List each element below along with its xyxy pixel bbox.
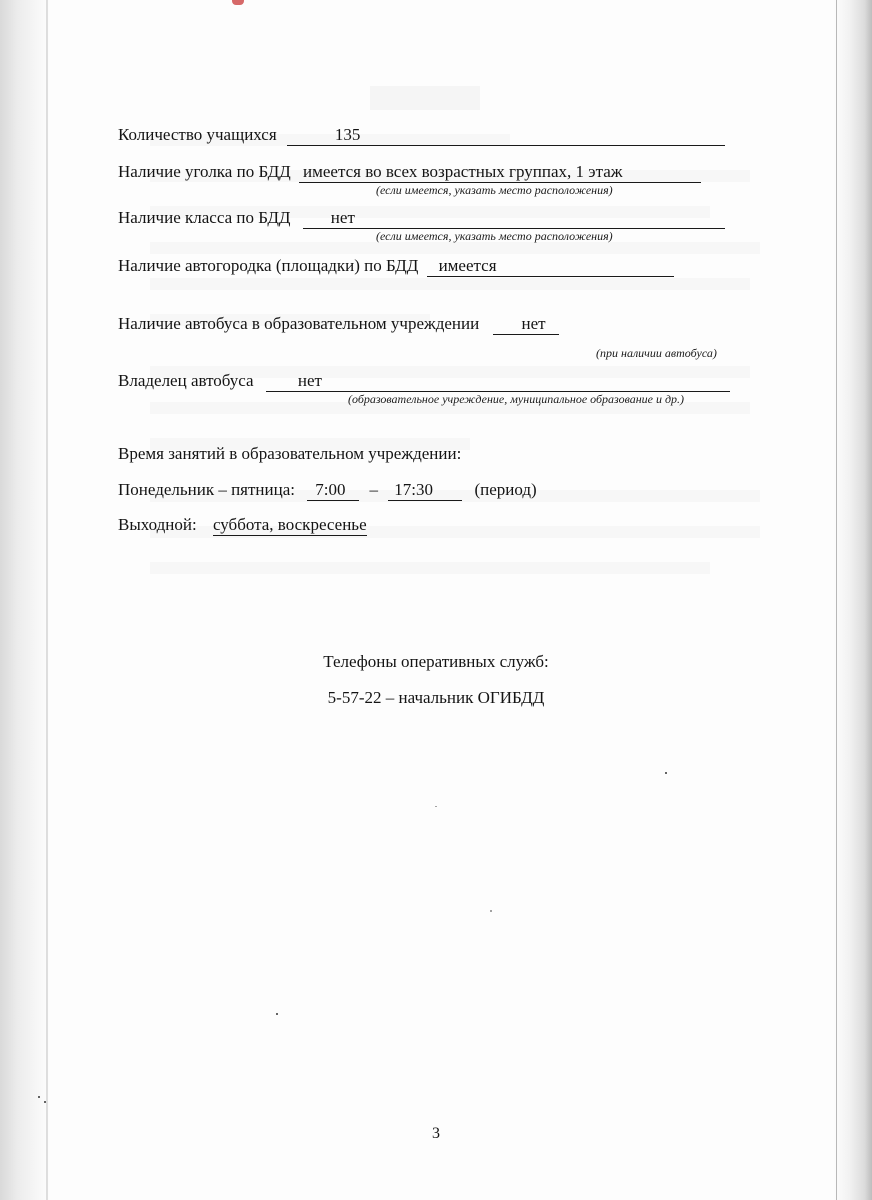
students-value: 135 <box>287 126 725 146</box>
bus-value: нет <box>493 315 559 335</box>
scan-speck <box>435 806 437 807</box>
schedule-title: Время занятий в образовательном учреждении: <box>118 444 462 463</box>
bdd-class-row <box>118 208 725 229</box>
students-label: Количество учащихся <box>118 125 277 144</box>
time-dash: – <box>369 480 378 499</box>
binding-edge <box>46 0 48 1200</box>
page-edge-line <box>836 0 837 1200</box>
bus-owner-value: нет <box>266 372 730 392</box>
page-edge-shadow <box>834 0 872 1200</box>
autotown-value: имеется <box>427 257 674 277</box>
bus-label: Наличие автобуса в образовательном учреждении <box>118 314 480 333</box>
scan-speck <box>276 1013 278 1015</box>
bdd-corner-value: имеется во всех возрастных группах, 1 этаж <box>299 163 701 183</box>
bus-row <box>118 314 559 335</box>
dayoff-label: Выходной: <box>118 515 197 534</box>
bdd-class-value: нет <box>303 209 725 229</box>
bus-owner-hint: (образовательное учреждение, муниципальное образование и др.) <box>348 392 685 406</box>
start-time: 7:00 <box>307 481 359 501</box>
scan-speck <box>44 1101 46 1103</box>
students-row <box>118 125 725 146</box>
bdd-corner-hint: (если имеется, указать место расположения) <box>376 183 613 197</box>
dayoff-row <box>118 515 367 536</box>
bus-hint: (при наличии автобуса) <box>596 346 717 360</box>
bus-owner-label: Владелец автобуса <box>118 371 254 390</box>
bus-owner-row <box>118 371 730 392</box>
dayoff-value: суббота, воскресенье <box>212 515 367 534</box>
weekday-label: Понедельник – пятница: <box>118 480 295 499</box>
autotown-row <box>118 256 674 277</box>
end-time: 17:30 <box>388 481 462 501</box>
weekday-row <box>118 480 537 501</box>
scan-speck <box>38 1096 40 1098</box>
phones-entry: 5-57-22 – начальник ОГИБДД <box>327 688 545 707</box>
bdd-corner-label: Наличие уголка по БДД <box>118 162 291 181</box>
autotown-label: Наличие автогородка (площадки) по БДД <box>118 256 419 275</box>
scan-speck <box>665 772 667 774</box>
ink-mark <box>232 0 244 5</box>
bdd-class-hint: (если имеется, указать место расположения) <box>376 229 613 243</box>
period-note: (период) <box>474 480 537 499</box>
phones-title: Телефоны оперативных служб: <box>323 652 549 671</box>
bdd-class-label: Наличие класса по БДД <box>118 208 291 227</box>
scan-speck <box>490 910 492 912</box>
bdd-corner-row <box>118 162 701 183</box>
page-number: 3 <box>432 1125 440 1142</box>
binding-shadow <box>0 0 50 1200</box>
